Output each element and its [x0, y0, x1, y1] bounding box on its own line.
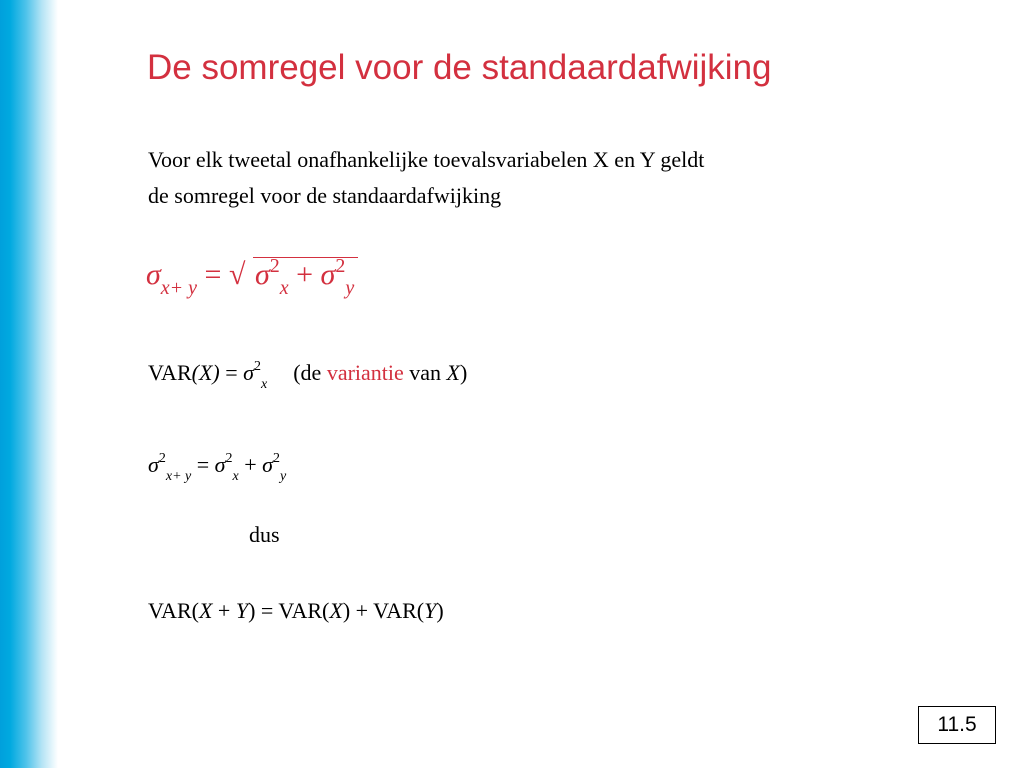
note-mid: van [403, 360, 447, 385]
equals-sign: = [219, 360, 244, 385]
plus-sign: + [350, 598, 374, 623]
sigma-symbol: σ [243, 360, 254, 385]
var-label: VAR [148, 598, 192, 623]
variance-sum-formula [148, 451, 287, 484]
superscript-2: 2 [335, 255, 346, 277]
paren-open: ( [191, 598, 199, 623]
superscript-2: 2 [254, 359, 261, 374]
paren-close: ) [248, 598, 256, 623]
superscript-2: 2 [269, 255, 280, 277]
equals-sign: = [197, 258, 229, 291]
var-label: VAR [148, 360, 192, 385]
sigma-symbol: σ [320, 258, 336, 291]
sqrt-symbol: √ [228, 258, 253, 291]
sigma-symbol: σ [148, 452, 159, 477]
variance-definition [148, 359, 468, 392]
sigma-symbol: σ [254, 258, 270, 291]
subscript-y: y [345, 277, 355, 299]
side-gradient-bar [0, 0, 58, 768]
sigma-symbol: σ [146, 258, 161, 291]
paren-close: ) [436, 598, 444, 623]
variable-y: Y [235, 598, 249, 623]
subscript-sum: x+ y [160, 277, 198, 299]
sd-sum-formula [146, 255, 358, 299]
sigma-symbol: σ [262, 452, 274, 477]
var-label: VAR [373, 598, 417, 623]
variable-x: X [329, 598, 343, 623]
variantie-keyword: variantie [326, 360, 404, 385]
note-variable: X [446, 360, 460, 385]
plus-sign: + [288, 258, 321, 291]
subscript-sum: x+ y [165, 469, 192, 484]
intro-line-1: Voor elk tweetal onafhankelijke toevalsvariabelen X en Y geldt [148, 147, 705, 172]
paren-open: ( [416, 598, 425, 623]
subscript-y: y [280, 469, 287, 484]
slide-title: De somregel voor de standaardafwijking [147, 48, 772, 87]
variable-y: Y [424, 598, 437, 623]
var-label: VAR [278, 598, 323, 623]
intro-text [148, 142, 928, 214]
subscript-x: x [279, 277, 289, 299]
intro-line-2: de somregel voor de standaardafwijking [148, 183, 502, 208]
dus-text: dus [249, 522, 280, 547]
note-close: ) [460, 360, 468, 385]
paren-close: ) [342, 598, 351, 623]
subscript-x: x [261, 377, 268, 392]
note-open: (de [293, 360, 327, 385]
plus-sign: + [212, 598, 236, 623]
var-argument: (X) [191, 360, 220, 385]
paren-open: ( [322, 598, 330, 623]
variable-x: X [198, 598, 213, 623]
equals-sign: = [191, 452, 215, 477]
radicand [253, 255, 358, 299]
var-sum-rule [148, 598, 444, 624]
page-number: 11.5 [918, 706, 996, 744]
equals-sign: = [255, 598, 279, 623]
superscript-2: 2 [273, 451, 281, 466]
subscript-x: x [232, 469, 239, 484]
superscript-2: 2 [225, 451, 233, 466]
superscript-2: 2 [158, 451, 166, 466]
sigma-symbol: σ [214, 452, 226, 477]
plus-sign: + [238, 452, 263, 477]
